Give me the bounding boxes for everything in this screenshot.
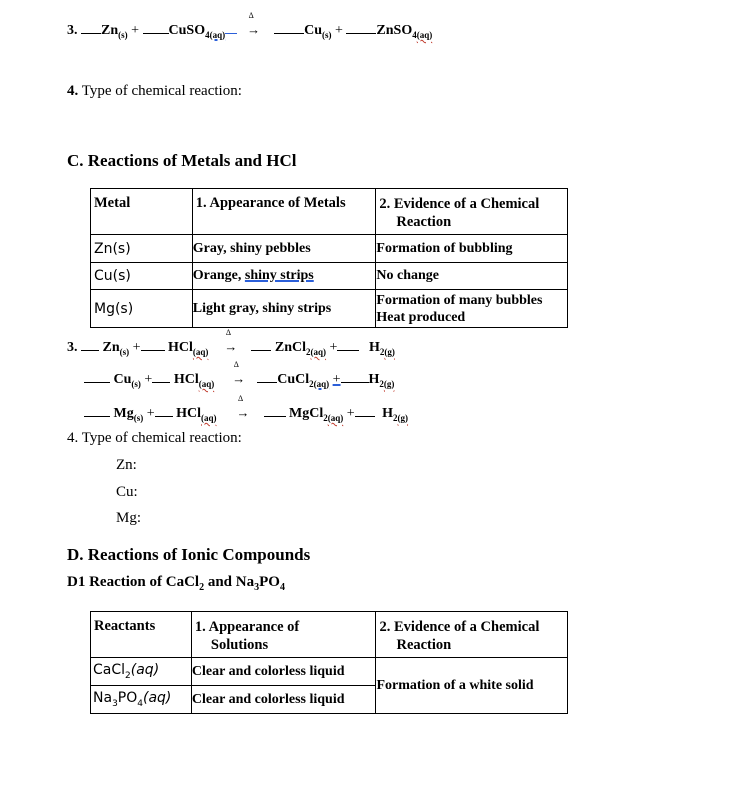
reactant-mg: Mg <box>113 406 134 421</box>
state-label: (aq) <box>130 662 160 679</box>
reactant-hcl: HCl <box>176 406 202 421</box>
subscript: 2 <box>125 670 131 681</box>
answer-label-zn: Zn: <box>116 457 137 473</box>
product-znso4: ZnSO <box>376 23 413 38</box>
state-label: (s) <box>119 346 130 357</box>
ionic-table <box>90 611 568 714</box>
state-label: (aq) <box>327 412 344 423</box>
coefficient-blank[interactable] <box>341 370 369 383</box>
coefficient-blank[interactable] <box>251 338 271 351</box>
coefficient-blank[interactable] <box>84 370 110 383</box>
coefficient-blank[interactable] <box>81 338 99 351</box>
question-4-type-metals: 4. Type of chemical reaction: <box>67 430 242 446</box>
plus-sign: + <box>335 23 343 38</box>
equation-cu-hcl <box>84 360 395 389</box>
arrow-icon: → <box>236 405 250 420</box>
coefficient-blank[interactable] <box>355 404 375 417</box>
header-evidence <box>376 189 568 235</box>
product-mgcl2: MgCl <box>289 406 324 421</box>
reactant-zn: Zn <box>102 340 120 355</box>
subscript: 3 <box>112 698 118 709</box>
heat-arrow <box>236 394 250 422</box>
appearance-cell[interactable] <box>192 263 376 290</box>
state-label: (aq) <box>310 346 327 357</box>
plus-sign: + <box>332 372 341 387</box>
state-label: (aq) <box>201 412 217 423</box>
subscript: 2 <box>309 378 314 389</box>
state-label: (g) <box>383 378 395 389</box>
equation-zn-hcl <box>67 328 395 357</box>
subscript: 2 <box>199 582 205 593</box>
coefficient-blank[interactable] <box>84 404 110 417</box>
subscript: 4 <box>137 698 143 709</box>
d1-title <box>67 574 285 593</box>
plus-sign: + <box>329 340 338 355</box>
question-number: 4. <box>67 83 79 99</box>
header-line: Reaction <box>396 214 452 230</box>
coefficient-blank[interactable] <box>257 370 277 383</box>
subscript: 2 <box>323 412 328 423</box>
appearance-cell[interactable]: Clear and colorless liquid <box>191 658 376 686</box>
reactant-text: CaCl <box>93 662 126 679</box>
table-row <box>91 658 568 686</box>
table-row <box>91 290 568 328</box>
subscript: 2 <box>379 346 385 357</box>
state-label: (aq) <box>313 378 330 389</box>
evidence-cell[interactable]: No change <box>376 263 568 290</box>
table-header-row <box>91 612 568 658</box>
heat-arrow <box>247 11 261 39</box>
evidence-cell[interactable]: Formation of a white solid <box>376 658 568 714</box>
d1-text: PO <box>259 574 280 590</box>
header-line: Reaction <box>396 637 452 653</box>
state-label: (aq) <box>198 378 215 389</box>
equation-mg-hcl <box>84 394 409 423</box>
reactant-hcl: HCl <box>168 340 193 355</box>
state-label: (aq) <box>209 29 226 40</box>
question-4-type <box>67 83 242 100</box>
header-line: 2. Evidence of a Chemical <box>379 196 540 212</box>
section-c-title: C. Reactions of Metals and HCl <box>67 151 297 170</box>
coefficient-blank[interactable] <box>81 21 101 34</box>
plus-sign: + <box>144 372 153 387</box>
metal-cell: Zn(s) <box>91 235 193 263</box>
reactant-cu: Cu <box>113 372 132 387</box>
evidence-text: Heat produced <box>376 309 466 325</box>
metal-cell: Cu(s) <box>91 263 193 290</box>
state-label: (aq) <box>416 29 433 40</box>
appearance-cell[interactable]: Light gray, shiny strips <box>192 290 376 328</box>
question-number: 3. <box>67 340 78 355</box>
product-cucl2: CuCl <box>277 372 310 387</box>
metals-table <box>90 188 568 328</box>
answer-label-mg: Mg: <box>116 510 142 526</box>
header-line: Solutions <box>210 637 269 653</box>
coefficient-blank[interactable] <box>152 370 170 383</box>
delta-symbol: Δ <box>225 328 232 337</box>
plus-sign: + <box>132 340 141 355</box>
reactant-text: Na <box>93 690 113 707</box>
header-appearance: 1. Appearance of Metals <box>192 189 376 235</box>
state-label: (g) <box>384 346 395 357</box>
state-label: (aq) <box>143 690 172 707</box>
product-h2: H <box>368 372 380 387</box>
reactant-text: PO <box>117 690 138 707</box>
table-row <box>91 235 568 263</box>
coefficient-blank[interactable] <box>155 404 173 417</box>
reactant-cuso4: CuSO <box>168 23 206 38</box>
delta-symbol: Δ <box>233 360 239 369</box>
subscript: 2 <box>306 346 311 357</box>
header-appearance <box>191 612 376 658</box>
subscript: 2 <box>379 378 384 389</box>
coefficient-blank[interactable] <box>337 338 359 351</box>
subscript: 3 <box>254 582 260 593</box>
evidence-cell[interactable]: Formation of bubbling <box>376 235 568 263</box>
reactant-hcl: HCl <box>173 372 199 387</box>
reactant-zn: Zn <box>101 23 119 38</box>
delta-symbol: Δ <box>248 11 254 20</box>
product-h2: H <box>368 340 380 355</box>
state-label: (aq) <box>192 346 209 357</box>
state-label: (s) <box>118 29 128 40</box>
coefficient-blank[interactable] <box>274 21 304 34</box>
state-label: (s) <box>322 29 332 40</box>
coefficient-blank[interactable] <box>346 21 376 34</box>
arrow-icon: → <box>232 371 246 386</box>
arrow-icon: → <box>224 339 238 354</box>
underline-mark <box>225 21 237 34</box>
header-evidence <box>376 612 568 658</box>
evidence-text: Formation of many bubbles <box>376 292 543 308</box>
appearance-text: shiny strips <box>244 268 314 283</box>
arrow-icon: → <box>247 22 261 37</box>
subscript: 4 <box>412 29 417 40</box>
appearance-text: Orange, <box>192 268 245 283</box>
header-line: 1. Appearance of <box>194 619 300 635</box>
coefficient-blank[interactable] <box>141 338 165 351</box>
appearance-cell[interactable]: Gray, shiny pebbles <box>192 235 376 263</box>
reactant-cell <box>91 658 192 686</box>
product-cu: Cu <box>304 23 323 38</box>
plus-sign: + <box>346 406 355 421</box>
coefficient-blank[interactable] <box>143 21 169 34</box>
answer-label-cu: Cu: <box>116 484 138 500</box>
question-text: Type of chemical reaction: <box>81 83 242 99</box>
header-line: 2. Evidence of a Chemical <box>379 619 540 635</box>
state-label: (g) <box>397 412 409 423</box>
subscript: 4 <box>279 582 285 593</box>
equation-zn-cuso4 <box>67 11 433 40</box>
table-header-row <box>91 189 568 235</box>
table-row <box>91 263 568 290</box>
subscript: 4 <box>205 29 210 40</box>
d1-text: and Na <box>204 574 255 590</box>
question-number: 3. <box>67 23 78 38</box>
reactant-cell <box>91 686 192 714</box>
plus-sign: + <box>146 406 155 421</box>
state-label: (s) <box>131 378 141 389</box>
heat-arrow <box>232 360 246 388</box>
header-reactants: Reactants <box>91 612 192 658</box>
d1-text: D1 Reaction of CaCl <box>67 574 200 590</box>
delta-symbol: Δ <box>238 394 244 403</box>
header-metal: Metal <box>91 189 193 235</box>
section-d-title: D. Reactions of Ionic Compounds <box>67 545 311 564</box>
heat-arrow <box>224 328 238 356</box>
appearance-cell[interactable]: Clear and colorless liquid <box>191 686 376 714</box>
product-h2: H <box>382 406 394 421</box>
plus-sign: + <box>131 23 140 38</box>
subscript: 2 <box>393 412 398 423</box>
metal-cell: Mg(s) <box>91 290 193 328</box>
coefficient-blank[interactable] <box>264 404 286 417</box>
evidence-cell[interactable] <box>376 290 568 328</box>
state-label: (s) <box>133 412 144 423</box>
product-zncl2: ZnCl <box>274 340 307 355</box>
